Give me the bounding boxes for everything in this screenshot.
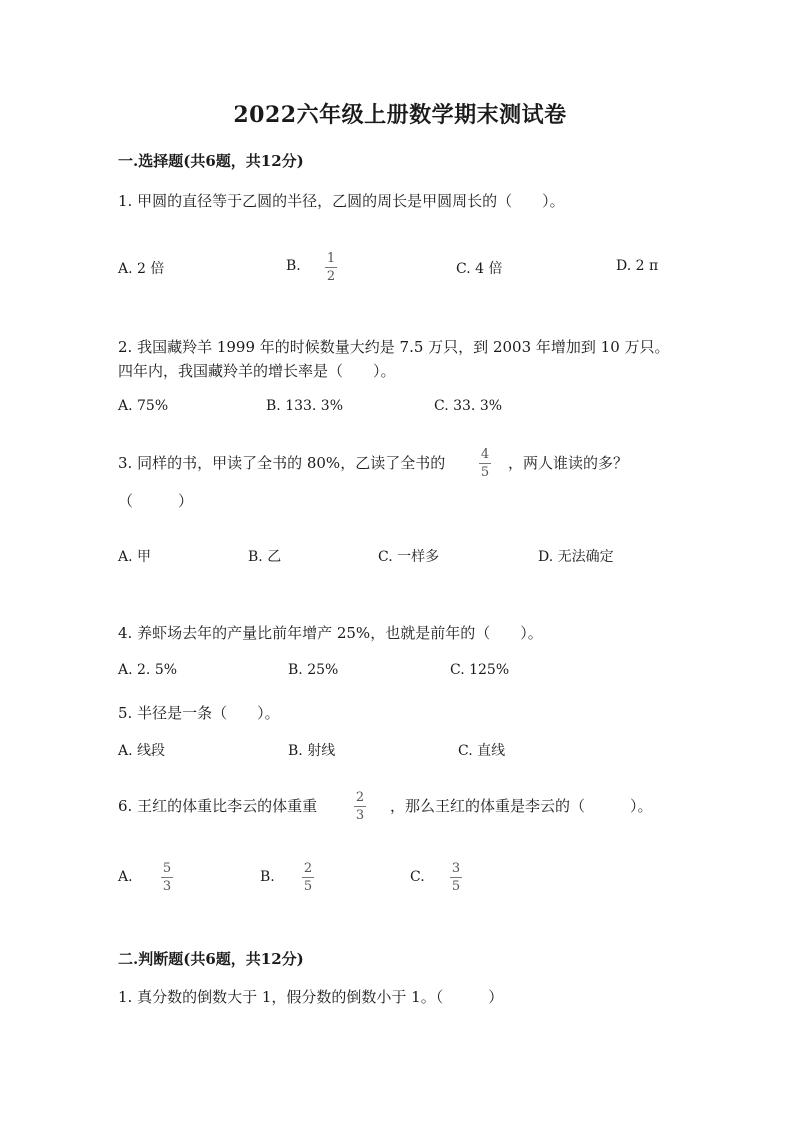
question-2-line-1: 2. 我国藏羚羊 1999 年的时候数量大约是 7.5 万只，到 2003 年增加到 10 万只。 xyxy=(118,338,670,356)
judgement-1: 1. 真分数的倒数大于 1，假分数的倒数小于 1。（ ） xyxy=(118,988,504,1006)
q6-option-b: B. xyxy=(260,869,275,885)
question-4: 4. 养虾场去年的产量比前年增产 25%，也就是前年的（ ）。 xyxy=(118,624,543,642)
q1-option-a: A. 2 倍 xyxy=(118,261,165,277)
q3-option-c: C. 一样多 xyxy=(378,549,440,565)
question-5: 5. 半径是一条（ ）。 xyxy=(118,704,280,722)
fraction-bar xyxy=(325,267,337,268)
question-1: 1. 甲圆的直径等于乙圆的半径，乙圆的周长是甲圆周长的（ ）。 xyxy=(118,192,565,210)
fraction-denominator: 5 xyxy=(480,465,490,480)
q3-fraction xyxy=(479,447,491,480)
q3-option-b: B. 乙 xyxy=(248,549,282,565)
page-title: 2022六年级上册数学期末测试卷 xyxy=(233,102,567,128)
q5-option-b: B. 射线 xyxy=(288,743,336,759)
q6-fraction xyxy=(354,790,366,823)
fraction-numerator: 1 xyxy=(326,251,336,266)
question-3-line-2: （ ） xyxy=(118,492,194,510)
fraction-denominator: 5 xyxy=(303,879,313,894)
fraction-numerator: 2 xyxy=(303,861,313,876)
fraction-denominator: 3 xyxy=(355,808,365,823)
q6-option-b-fraction xyxy=(302,861,314,894)
q2-option-a: A. 75% xyxy=(118,398,169,414)
q1-option-b: B. xyxy=(286,258,301,274)
q5-option-a: A. 线段 xyxy=(118,743,166,759)
q5-option-c: C. 直线 xyxy=(458,743,506,759)
q3-option-d: D. 无法确定 xyxy=(538,549,614,565)
q4-option-a: A. 2. 5% xyxy=(118,662,178,678)
fraction-numerator: 5 xyxy=(162,861,172,876)
q3-option-a: A. 甲 xyxy=(118,549,152,565)
question-2-line-2: 四年内，我国藏羚羊的增长率是（ ）。 xyxy=(118,362,396,380)
question-3-after: ，两人谁读的多？ xyxy=(508,454,629,472)
question-3-before: 3. 同样的书，甲读了全书的 80%，乙读了全书的 xyxy=(118,454,446,472)
section-heading-judgement: 二.判断题(共6题，共12分) xyxy=(118,950,304,968)
question-6-after: ，那么王红的体重是李云的（ ）。 xyxy=(390,797,653,815)
fraction-bar xyxy=(479,463,491,464)
q2-option-c: C. 33. 3% xyxy=(434,398,503,414)
fraction-numerator: 2 xyxy=(355,790,365,805)
question-6-before: 6. 王红的体重比李云的体重重 xyxy=(118,797,318,815)
fraction-numerator: 3 xyxy=(451,861,461,876)
fraction-denominator: 3 xyxy=(162,879,172,894)
q6-option-a-fraction xyxy=(161,861,173,894)
fraction-bar xyxy=(354,806,366,807)
q6-option-c-fraction xyxy=(450,861,462,894)
fraction-numerator: 4 xyxy=(480,447,490,462)
fraction-denominator: 5 xyxy=(451,879,461,894)
fraction-bar xyxy=(450,877,462,878)
fraction-bar xyxy=(302,877,314,878)
q6-option-c: C. xyxy=(410,869,425,885)
q4-option-c: C. 125% xyxy=(450,662,510,678)
q1-option-c: C. 4 倍 xyxy=(456,261,503,277)
q2-option-b: B. 133. 3% xyxy=(266,398,344,414)
q6-option-a: A. xyxy=(118,869,133,885)
q4-option-b: B. 25% xyxy=(288,662,339,678)
section-heading-choice: 一.选择题(共6题，共12分) xyxy=(118,152,304,170)
fraction-denominator: 2 xyxy=(326,269,336,284)
q1-option-d: D. 2 π xyxy=(616,258,659,274)
q1-option-b-fraction xyxy=(325,251,337,284)
fraction-bar xyxy=(161,877,173,878)
